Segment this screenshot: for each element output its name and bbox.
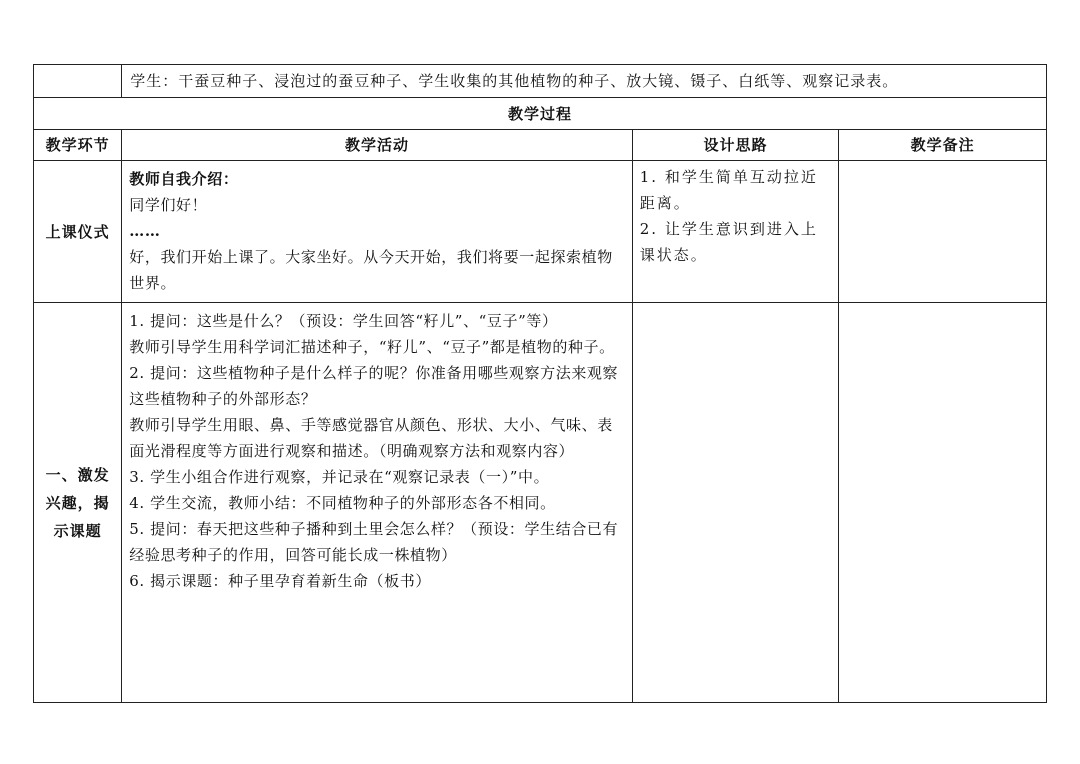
header-notes: 教学备注 <box>839 130 1047 161</box>
activity-line: …… <box>129 222 161 240</box>
design-line: 1. 和学生简单互动拉近距离。 <box>639 168 818 212</box>
activity-cell <box>122 161 633 303</box>
activity-line: 同学们好！ <box>129 196 208 214</box>
activity-title: 教师自我介绍： <box>129 170 239 188</box>
stage-cell: 一、激发兴趣，揭示课题 <box>34 303 122 703</box>
header-design: 设计思路 <box>632 130 839 161</box>
materials-text: 学生：干蚕豆种子、浸泡过的蚕豆种子、学生收集的其他植物的种子、放大镜、镊子、白纸等、观察记录表。 <box>122 65 1047 98</box>
lesson-plan-table <box>33 64 1047 703</box>
section-title: 教学过程 <box>34 98 1047 130</box>
activity-line: 3. 学生小组合作进行观察，并记录在“观察记录表（一）”中。 <box>129 468 550 486</box>
activity-line: 6. 揭示课题：种子里孕育着新生命（板书） <box>129 572 431 590</box>
materials-row <box>34 65 1047 98</box>
activity-line: 1. 提问：这些是什么？（预设：学生回答“籽儿”、“豆子”等） <box>129 312 558 330</box>
header-row <box>34 130 1047 161</box>
design-cell <box>632 161 839 303</box>
activity-line: 教师引导学生用科学词汇描述种子，“籽儿”、“豆子”都是植物的种子。 <box>129 338 615 356</box>
activity-line: 5. 提问：春天把这些种子播种到土里会怎么样？（预设：学生结合已有经验思考种子的作用，回答可能长成一株植物） <box>129 520 619 564</box>
design-line: 2. 让学生意识到进入上课状态。 <box>639 220 818 264</box>
activity-line: 好，我们开始上课了。大家坐好。从今天开始，我们将要一起探索植物世界。 <box>129 248 613 292</box>
activity-line: 教师引导学生用眼、鼻、手等感觉器官从颜色、形状、大小、气味、表面光滑程度等方面进行观察和描述。（明确观察方法和观察内容） <box>129 416 613 460</box>
section-title-row <box>34 98 1047 130</box>
table-row <box>34 303 1047 703</box>
activity-line: 4. 学生交流，教师小结：不同植物种子的外部形态各不相同。 <box>129 494 556 512</box>
notes-cell <box>839 161 1047 303</box>
table-row <box>34 161 1047 303</box>
activity-cell <box>122 303 633 703</box>
notes-cell <box>839 303 1047 703</box>
header-activity: 教学活动 <box>122 130 633 161</box>
header-stage: 教学环节 <box>34 130 122 161</box>
design-cell <box>632 303 839 703</box>
stage-cell: 上课仪式 <box>34 161 122 303</box>
materials-blank-cell <box>34 65 122 98</box>
activity-line: 2. 提问：这些植物种子是什么样子的呢？你准备用哪些观察方法来观察这些植物种子的外部形态？ <box>129 364 619 408</box>
